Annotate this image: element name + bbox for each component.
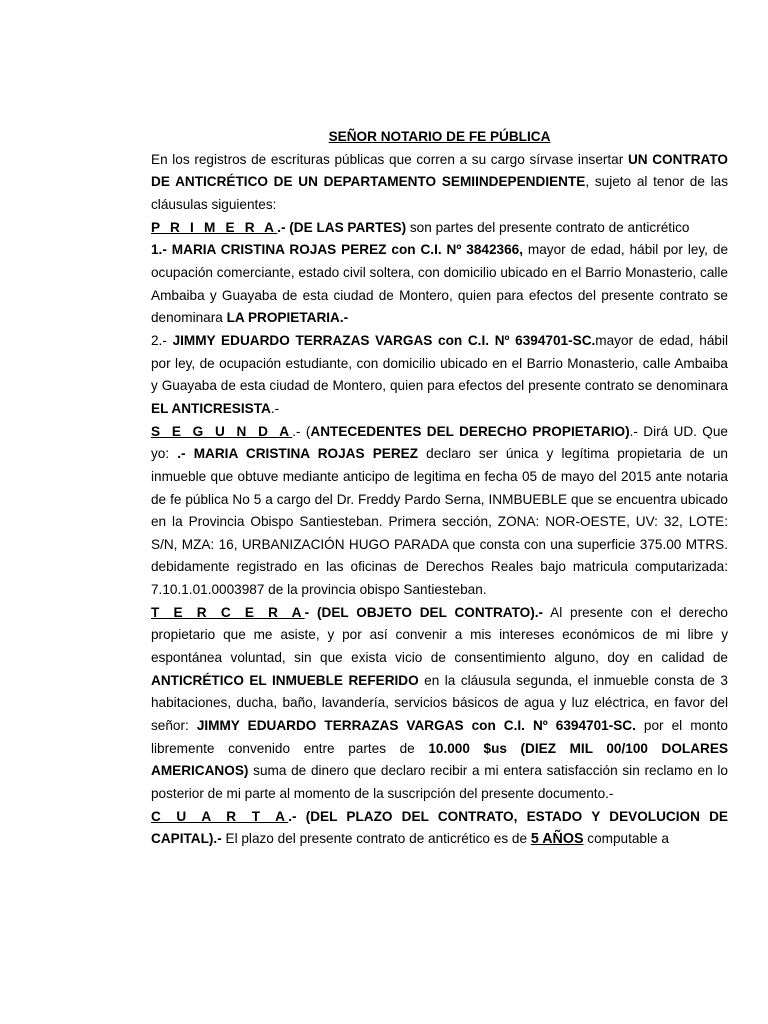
clause-primera-text: son partes del presente contrato de anticrético [406,219,690,235]
party-1-role: LA PROPIETARIA.- [226,310,349,326]
party-2-end: .- [270,400,280,416]
clause-tercera-text-1: Al presente con el derecho propietario que me asiste, y por así convenir a mis intereses económicos de mi libre y espontánea voluntad, sin que exista vicio de consentimiento alguno, doy en calidad de [151,604,728,666]
party-1-paragraph [151,239,728,330]
party-2-name: JIMMY EDUARDO TERRAZAS VARGAS con C.I. Nº 6394701-SC. [172,332,596,348]
intro-paragraph [151,149,728,217]
document-title: SEÑOR NOTARIO DE FE PÚBLICA [328,129,551,144]
party-1-name: MARIA CRISTINA ROJAS PEREZ con C.I. Nº 3842366, [171,242,523,258]
clause-primera-heading: P R I M E R A [151,219,278,235]
clause-segunda-subtitle: ANTECEDENTES DEL DERECHO PROPIETARIO) [310,423,630,439]
clause-cuarta-heading: C U A R T A [151,808,289,824]
clause-segunda-text-1: .- Dirá UD. Que yo: [151,423,728,462]
clause-segunda-sep: .- ( [292,423,311,439]
clause-segunda-heading: S E G U N D A [151,423,293,439]
clause-tercera [151,602,728,806]
intro-text: En los registros de escrituras públicas que corren a su cargo sírvase insertar [151,151,628,167]
clause-tercera-object: ANTICRÉTICO EL INMUEBLE REFERIDO [151,672,419,688]
clause-cuarta-term: 5 AÑOS [530,831,584,848]
clause-cuarta-text-2: computable a [583,831,669,847]
clause-cuarta-text-1: El plazo del presente contrato de anticrético es de [221,831,531,847]
clause-primera [151,217,728,240]
clause-tercera-subtitle: - (DEL OBJETO DEL CONTRATO).- [304,604,544,620]
clause-tercera-text-2: en la cláusula segunda, el inmueble consta de 3 habitaciones, ducha, baño, lavandería, servicios básicos de agua y luz eléctrica, en favor del señor: [151,672,728,734]
clause-segunda-text-2: declaro ser única y legítima propietaria de un inmueble que obtuve mediante anticipo de legitima en fecha 05 de mayo del 2015 ante notaria de fe pública No 5 a cargo del Dr. Freddy Pardo Serna, INMBUEBLE que se encuentra ubicado en la Provincia Obispo Santiesteban. Primera sección, ZONA: NOR-OESTE, UV: 32, LOTE: S/N, MZA: 16, URBANIZACIÓN HUGO PARADA que consta con una superficie 375.00 MTRS. debidamente registrado en las oficinas de Derechos Reales bajo matricula computarizada: 7.10.1.01.0003987 de la provincia obispo Santiesteban. [151,446,728,598]
party-2-number: 2.- [151,332,173,348]
clause-segunda-owner: .- MARIA CRISTINA ROJAS PEREZ [177,446,419,462]
clause-tercera-amount: 10.000 $us (DIEZ MIL 00/100 DOLARES AMERICANOS) [151,740,729,779]
party-2-paragraph [151,330,728,421]
clause-cuarta-subtitle: .- (DEL PLAZO DEL CONTRATO, ESTADO Y DEVOLUCION DE CAPITAL).- [151,808,728,847]
party-1-number: 1.- [151,242,172,258]
clause-cuarta [151,806,728,851]
clause-tercera-tenant: JIMMY EDUARDO TERRAZAS VARGAS con C.I. Nº 6394701-SC. [196,718,636,734]
intro-text-end: , sujeto al tenor de las cláusulas siguientes: [151,174,728,212]
clause-tercera-text-4: suma de dinero que declaro recibir a mi entera satisfacción sin reclamo en lo posterior de mi parte al momento de la suscripción del presente documento.- [151,763,728,802]
document-body [151,126,728,851]
contract-type: UN CONTRATO DE ANTICRÉTICO DE UN DEPARTAMENTO SEMIINDEPENDIENTE [151,151,729,190]
party-2-role: EL ANTICRESISTA [151,400,271,416]
clause-tercera-heading: T E R C E R A [151,604,305,620]
clause-tercera-text-3: por el monto libremente convenido entre partes de [151,718,728,756]
clause-primera-subtitle: .- (DE LAS PARTES) [277,219,407,235]
clause-segunda [151,421,728,602]
party-2-text: mayor de edad, hábil por ley, de ocupación estudiante, con domicilio ubicado en el Barrio Monasterio, calle Ambaiba y Guayaba de esta ciudad de Montero, quien para efectos del presente contrato se denominara [151,332,728,394]
party-1-text: mayor de edad, hábil por ley, de ocupación comerciante, estado civil soltera, con domicilio ubicado en el Barrio Monasterio, calle Ambaiba y Guayaba de esta ciudad de Montero, quien para efectos del presente contrato se denominara [151,242,729,326]
